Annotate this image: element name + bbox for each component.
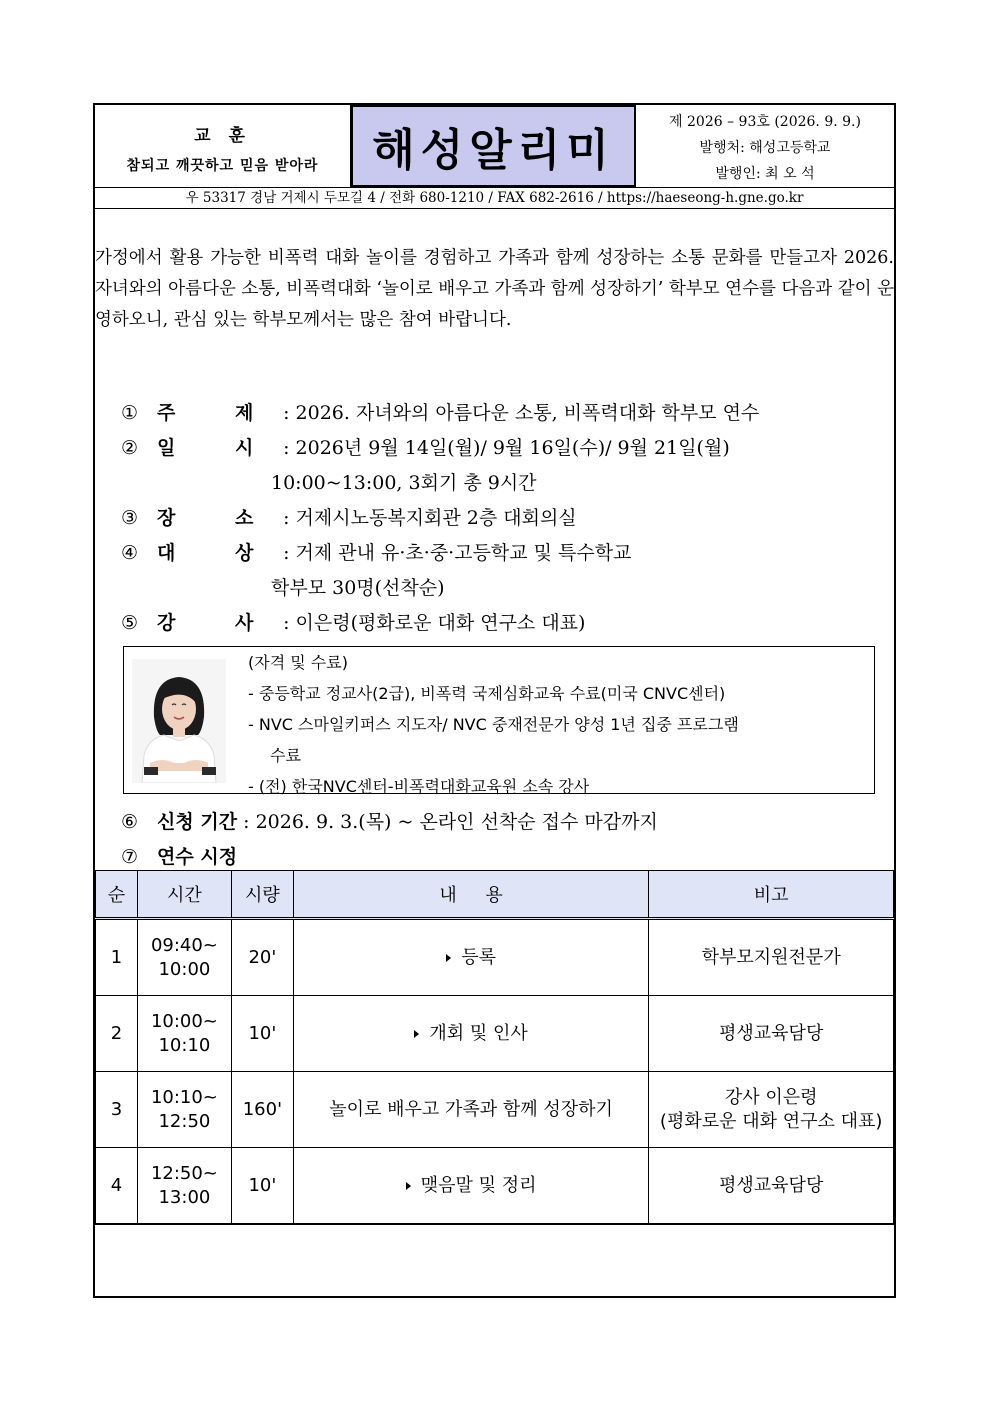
row-note <box>649 919 894 996</box>
bullet-triangle-icon <box>414 1030 419 1038</box>
detail-date-num: ② <box>121 437 139 459</box>
intro-paragraph: 가정에서 활용 가능한 비폭력 대화 놀이를 경험하고 가족과 함께 성장하는 소통 문화를 만들고자 2026. 자녀와의 아름다운 소통, 비폭력대화 ‘놀이로 배우고 가족과 함께 성장하기’ 학부모 연수를 다음과 같이 운영하오니, 관심 있는 학부모께서는 많은 참여 바랍니다. <box>95 248 895 330</box>
issue-info <box>636 105 894 187</box>
schedule-header-row <box>96 871 894 919</box>
detail-place-num: ③ <box>121 507 139 529</box>
newsletter-frame <box>93 103 896 1298</box>
col-header-duration: 시량 <box>231 871 293 919</box>
detail-theme <box>121 398 759 425</box>
row-time <box>137 919 231 996</box>
row-note-line1: 평생교육담당 <box>719 1022 824 1044</box>
newsletter-title-box <box>351 105 636 187</box>
detail-schedule-num: ⑦ <box>121 846 139 868</box>
row-content <box>293 1148 648 1225</box>
row-note-line1: 강사 이은령 <box>724 1086 818 1108</box>
detail-apply <box>121 807 658 834</box>
detail-lecturer-num: ⑤ <box>121 612 139 634</box>
qualification-line-2: - NVC 스마일키퍼스 지도자/ NVC 중재전문가 양성 1년 집중 프로그램 <box>248 715 739 734</box>
detail-date-value: : 2026년 9월 14일(월)/ 9월 16일(수)/ 9월 21일(월) <box>283 437 730 459</box>
lecturer-photo-illustration <box>132 659 226 783</box>
detail-schedule-label: 연수 시정 <box>157 846 238 868</box>
issue-number: 제 2026 – 93호 (2026. 9. 9.) <box>669 114 861 130</box>
row-content-text: 등록 <box>461 946 496 968</box>
detail-theme-label: 주 제 <box>157 402 254 424</box>
col-header-time: 시간 <box>137 871 231 919</box>
row-content-text: 개회 및 인사 <box>429 1022 528 1044</box>
row-content-text: 놀이로 배우고 가족과 함께 성장하기 <box>329 1098 613 1120</box>
detail-lecturer-label: 강 사 <box>157 612 254 634</box>
detail-lecturer-value: : 이은령(평화로운 대화 연구소 대표) <box>283 612 586 634</box>
row-content <box>293 1072 648 1148</box>
address-bar: 우 53317 경남 거제시 두모길 4 / 전화 680-1210 / FAX 682-2616 / https://haeseong-h.gne.go.kr <box>95 187 894 209</box>
newsletter-title: 해성알리미 <box>372 125 615 176</box>
row-note <box>649 996 894 1072</box>
row-no: 4 <box>96 1148 138 1225</box>
row-duration: 20' <box>231 919 293 996</box>
detail-place <box>121 503 577 530</box>
row-time <box>137 996 231 1072</box>
col-header-no: 순 <box>96 871 138 919</box>
row-time-start: 10:00~ <box>150 1010 218 1032</box>
detail-apply-num: ⑥ <box>121 811 139 833</box>
bullet-triangle-icon <box>406 1182 411 1190</box>
table-row <box>96 996 894 1072</box>
lecturer-photo <box>132 659 226 783</box>
row-no: 2 <box>96 996 138 1072</box>
row-content <box>293 919 648 996</box>
detail-target-label: 대 상 <box>157 542 254 564</box>
detail-place-value: : 거제시노동복지회관 2층 대회의실 <box>283 507 577 529</box>
col-header-note: 비고 <box>649 871 894 919</box>
row-time-end: 12:50 <box>158 1110 211 1132</box>
detail-date <box>121 433 730 460</box>
detail-theme-num: ① <box>121 402 139 424</box>
motto-title: 교 훈 <box>194 126 251 146</box>
qualification-line-4: - (전) 한국NVC센터-비폭력대화교육원 소속 강사 <box>248 777 590 796</box>
row-time-start: 10:10~ <box>150 1086 218 1108</box>
row-content-text: 맺음말 및 정리 <box>420 1174 537 1196</box>
detail-place-label: 장 소 <box>157 507 254 529</box>
col-header-content: 내 용 <box>293 871 648 919</box>
issuer: 발행인: 최 오 석 <box>715 166 815 182</box>
detail-target-value: : 거제 관내 유·초·중·고등학교 및 특수학교 <box>283 542 632 564</box>
row-no: 3 <box>96 1072 138 1148</box>
newsletter-header <box>95 105 894 206</box>
detail-schedule-title <box>121 842 237 869</box>
table-row <box>96 919 894 996</box>
detail-target <box>121 538 631 565</box>
row-note-line1: 학부모지원전문가 <box>701 946 841 968</box>
row-note <box>649 1072 894 1148</box>
school-motto-box <box>95 105 351 187</box>
lecturer-qualifications <box>248 647 868 802</box>
motto-text: 참되고 깨끗하고 믿음 받아라 <box>126 158 319 174</box>
detail-target-value2: 학부모 30명(선착순) <box>271 577 445 599</box>
detail-theme-value: : 2026. 자녀와의 아름다운 소통, 비폭력대화 학부모 연수 <box>283 402 760 424</box>
row-time-start: 09:40~ <box>150 934 218 956</box>
row-content <box>293 996 648 1072</box>
row-duration: 10' <box>231 996 293 1072</box>
row-no: 1 <box>96 919 138 996</box>
row-duration: 160' <box>231 1072 293 1148</box>
row-time <box>137 1148 231 1225</box>
row-time-end: 10:10 <box>158 1034 211 1056</box>
row-note-line2: (평화로운 대화 연구소 대표) <box>659 1110 883 1132</box>
publisher: 발행처: 해성고등학교 <box>699 140 831 156</box>
row-duration: 10' <box>231 1148 293 1225</box>
row-time <box>137 1072 231 1148</box>
row-note <box>649 1148 894 1225</box>
row-time-end: 13:00 <box>158 1186 211 1208</box>
qualification-line-3: 수료 <box>270 746 301 765</box>
detail-date-label: 일 시 <box>157 437 254 459</box>
row-time-start: 12:50~ <box>150 1162 218 1184</box>
detail-apply-value: : 2026. 9. 3.(목) ~ 온라인 선착순 접수 마감까지 <box>243 811 658 833</box>
table-row <box>96 1072 894 1148</box>
qualification-line-1: - 중등학교 정교사(2급), 비폭력 국제심화교육 수료(미국 CNVC센터) <box>248 684 726 703</box>
row-note-line1: 평생교육담당 <box>719 1174 824 1196</box>
schedule-table <box>95 870 894 1225</box>
detail-date-value2: 10:00~13:00, 3회기 총 9시간 <box>271 472 537 494</box>
row-time-end: 10:00 <box>158 958 211 980</box>
table-row <box>96 1148 894 1225</box>
detail-target-num: ④ <box>121 542 139 564</box>
lecturer-profile-box <box>123 646 875 794</box>
detail-lecturer <box>121 608 585 635</box>
bullet-triangle-icon <box>446 954 451 962</box>
qualification-heading: (자격 및 수료) <box>248 653 348 672</box>
detail-apply-label: 신청 기간 <box>157 811 238 833</box>
